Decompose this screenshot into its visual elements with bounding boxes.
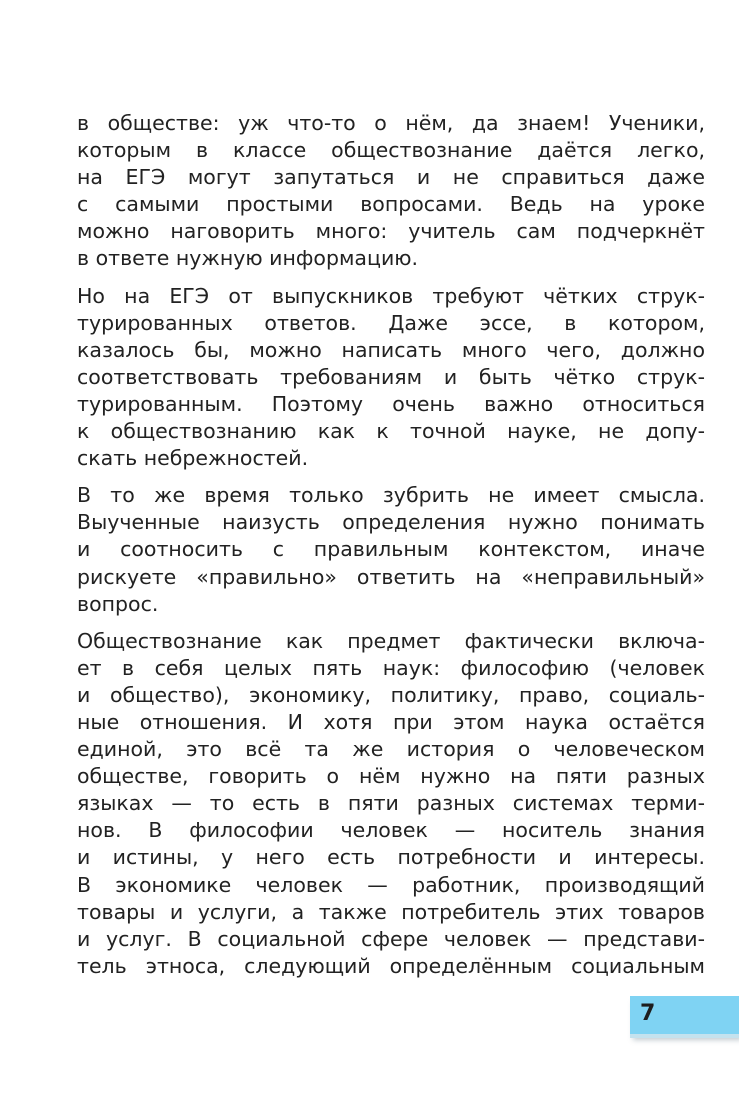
text-line: и услуг. В социальной сфере человек — представи- xyxy=(77,926,705,951)
text-line: и истины, у него есть потребности и интересы. xyxy=(77,845,705,870)
text-line: к обществознанию как к точной науке, не допу- xyxy=(77,419,705,444)
text-line: товары и услуги, а также потребитель этих товаров xyxy=(77,899,705,924)
text-line: на ЕГЭ могут запутаться и не справиться даже xyxy=(77,165,705,190)
text-line: языках — то есть в пяти разных системах терми- xyxy=(77,791,705,816)
text-line: единой, это всё та же история о человеческом xyxy=(77,737,705,762)
paragraph xyxy=(77,482,705,617)
text-line: в обществе: уж что-то о нём, да знаем! Ученики, xyxy=(77,111,705,135)
text-line: вопрос. xyxy=(77,591,159,616)
page-number: 7 xyxy=(640,1001,656,1026)
paragraph xyxy=(77,283,705,473)
text-line: рискуете «правильно» ответить на «неправильный» xyxy=(77,564,705,589)
page-number-tab xyxy=(630,996,739,1034)
text-line: и общество), экономику, политику, право, социаль- xyxy=(77,682,705,707)
body-text xyxy=(77,110,705,990)
text-line: Но на ЕГЭ от выпускников требуют чётких струк- xyxy=(77,283,705,308)
text-line: соответствовать требованиям и быть чётко струк- xyxy=(77,364,705,389)
text-line: можно наговорить много: учитель сам подчеркнёт xyxy=(77,219,705,244)
text-line: казалось бы, можно написать много чего, должно xyxy=(77,337,705,362)
text-line: Выученные наизусть определения нужно понимать xyxy=(77,510,705,535)
paragraph xyxy=(77,110,705,273)
text-line: турированным. Поэтому очень важно относиться xyxy=(77,391,705,416)
text-line: нов. В философии человек — носитель знания xyxy=(77,818,705,843)
text-line: тель этноса, следующий определённым социальным xyxy=(77,953,705,978)
text-line: которым в классе обществознание даётся легко, xyxy=(77,138,705,163)
text-line: ные отношения. И хотя при этом наука остаётся xyxy=(77,709,705,734)
text-line: и соотносить с правильным контекстом, иначе xyxy=(77,537,705,562)
text-line: В то же время только зубрить не имеет смысла. xyxy=(77,483,705,508)
text-line: ет в себя целых пять наук: философию (человек xyxy=(77,655,705,680)
text-line: В экономике человек — работник, производящий xyxy=(77,872,705,897)
text-line: в ответе нужную информацию. xyxy=(77,246,419,271)
paragraph xyxy=(77,628,705,980)
text-line: обществе, говорить о нём нужно на пяти разных xyxy=(77,764,705,789)
text-line: турированных ответов. Даже эссе, в котором, xyxy=(77,310,705,335)
text-line: с самыми простыми вопросами. Ведь на уроке xyxy=(77,192,705,217)
text-line: Обществознание как предмет фактически включа- xyxy=(77,628,705,653)
text-line: скать небрежностей. xyxy=(77,446,309,471)
